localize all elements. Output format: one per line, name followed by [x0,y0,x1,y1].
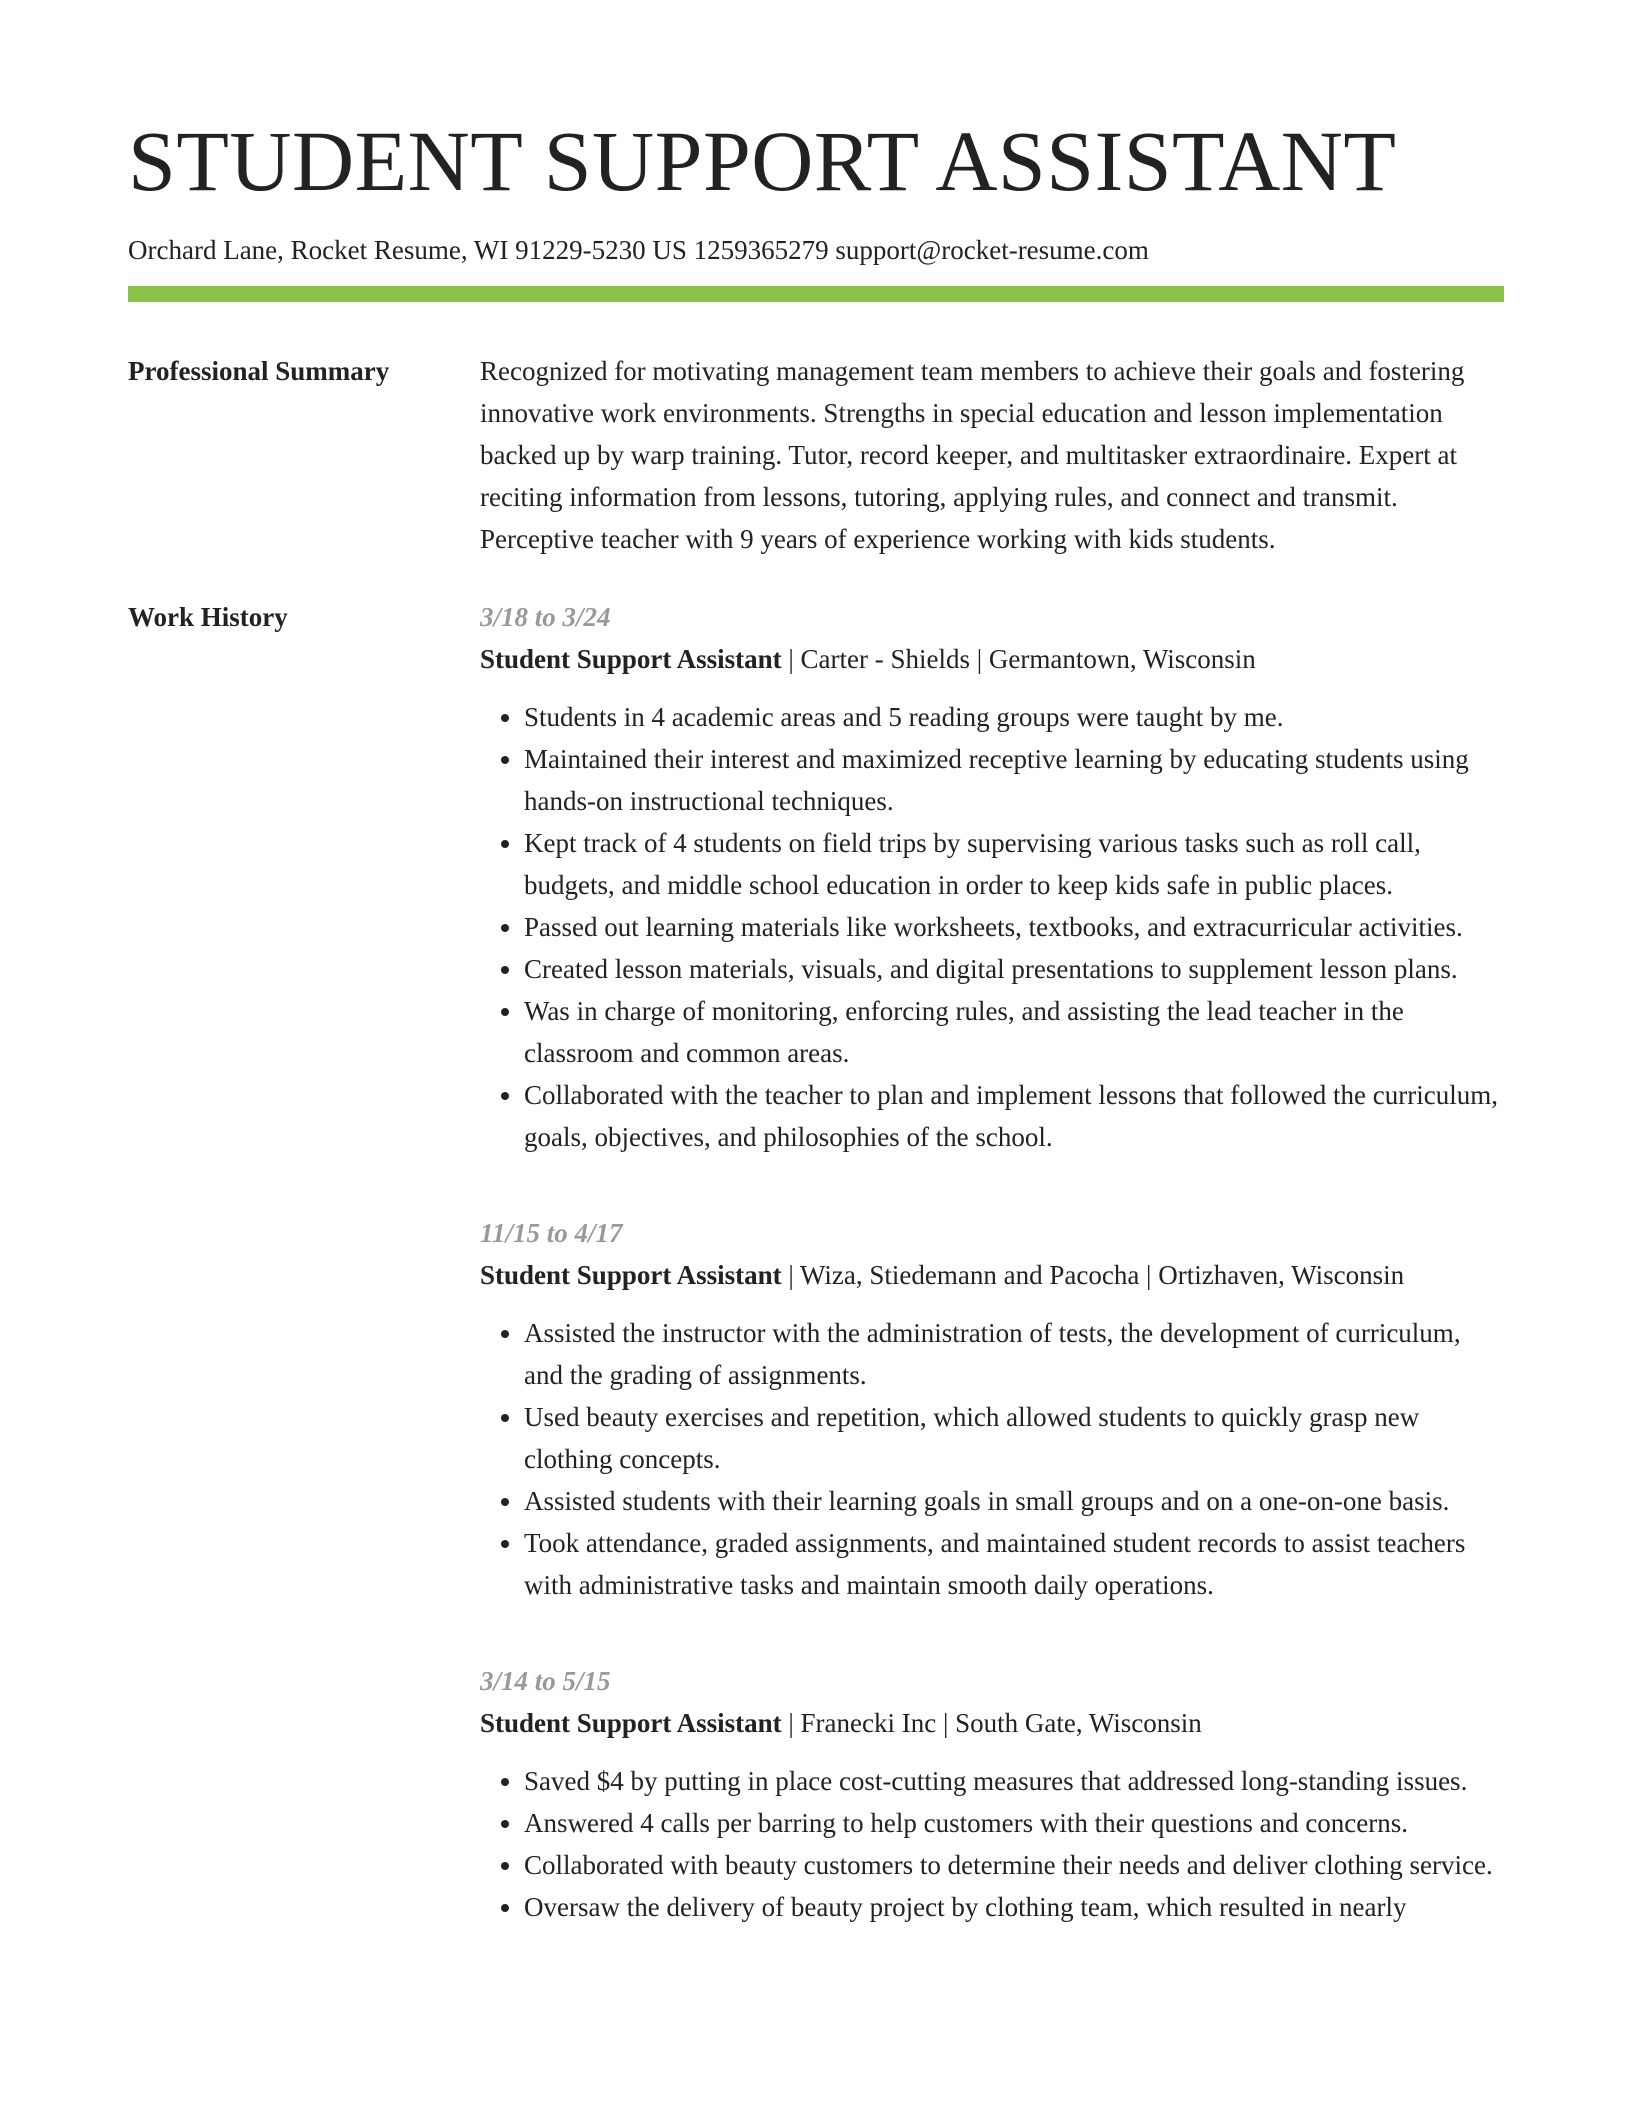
job-dates: 3/18 to 3/24 [480,602,611,633]
work-history-section [128,596,1504,1982]
job-bullets [480,1312,1504,1606]
candidate-name: STUDENT SUPPORT ASSISTANT [128,113,1397,209]
job-title: Student Support Assistant [480,644,782,675]
job-bullet: • Collaborated with beauty customers to determine their needs and deliver clothing service. [524,1844,1504,1886]
job-employer-location: | Wiza, Stiedemann and Pacocha | Ortizhaven, Wisconsin [781,1260,1405,1291]
job-entry [480,596,1504,1158]
job-bullets [480,1760,1504,1928]
job-employer-location: | Franecki Inc | South Gate, Wisconsin [781,1708,1202,1739]
job-bullet: • Used beauty exercises and repetition, which allowed students to quickly grasp new clothing concepts. [524,1396,1504,1480]
job-bullet: • Maintained their interest and maximized receptive learning by educating students using hands-on instructional techniques. [524,738,1504,822]
job-title: Student Support Assistant [480,1260,782,1291]
job-list [480,596,1504,1982]
summary-heading: Professional Summary [128,356,390,387]
contact-email: support@rocket-resume.com [835,235,1149,265]
job-bullet: • Assisted students with their learning goals in small groups and on a one-on-one basis. [524,1480,1504,1522]
job-bullet: • Kept track of 4 students on field trips by supervising various tasks such as roll call, budgets, and middle school education in order to keep kids safe in public places. [524,822,1504,906]
job-bullet: • Answered 4 calls per barring to help customers with their questions and concerns. [524,1802,1504,1844]
job-entry [480,1212,1504,1606]
job-bullet: • Oversaw the delivery of beauty project by clothing team, which resulted in nearly [524,1886,1504,1928]
job-bullet: • Was in charge of monitoring, enforcing rules, and assisting the lead teacher in the classroom and common areas. [524,990,1504,1074]
job-dates: 11/15 to 4/17 [480,1218,623,1249]
job-bullets [480,696,1504,1158]
contact-address: Orchard Lane, Rocket Resume, WI 91229-5230 US [128,235,694,265]
summary-section [128,350,1504,560]
job-bullet: • Saved $4 by putting in place cost-cutting measures that addressed long-standing issues. [524,1760,1504,1802]
contact-line [128,234,1504,266]
job-entry [480,1660,1504,1928]
job-title-line [480,638,1504,680]
work-history-heading: Work History [128,602,288,633]
job-bullet: • Took attendance, graded assignments, and maintained student records to assist teachers with administrative tasks and maintain smooth daily operations. [524,1522,1504,1606]
job-title-line [480,1254,1504,1296]
header-divider [128,286,1504,302]
job-title-line [480,1702,1504,1744]
job-bullet: • Collaborated with the teacher to plan and implement lessons that followed the curriculum, goals, objectives, and philosophies of the school. [524,1074,1504,1158]
contact-phone: 1259365279 [693,235,836,265]
job-bullet: • Assisted the instructor with the administration of tests, the development of curriculum, and the grading of assignments. [524,1312,1504,1396]
job-title: Student Support Assistant [480,1708,782,1739]
job-dates: 3/14 to 5/15 [480,1666,611,1697]
job-bullet: • Passed out learning materials like worksheets, textbooks, and extracurricular activities. [524,906,1504,948]
job-bullet: • Created lesson materials, visuals, and digital presentations to supplement lesson plans. [524,948,1504,990]
resume-page [128,113,1504,1982]
summary-text: Recognized for motivating management team members to achieve their goals and fostering innovative work environments. Strengths in special education and lesson implementation backed up by warp training. Tutor, record keeper, and multitasker extraordinaire. Expert at reciting information from lessons, tutoring, applying rules, and connect and transmit. Perceptive teacher with 9 years of experience working with kids students. [480,356,1465,555]
job-bullet: • Students in 4 academic areas and 5 reading groups were taught by me. [524,696,1504,738]
job-employer-location: | Carter - Shields | Germantown, Wisconsin [781,644,1256,675]
